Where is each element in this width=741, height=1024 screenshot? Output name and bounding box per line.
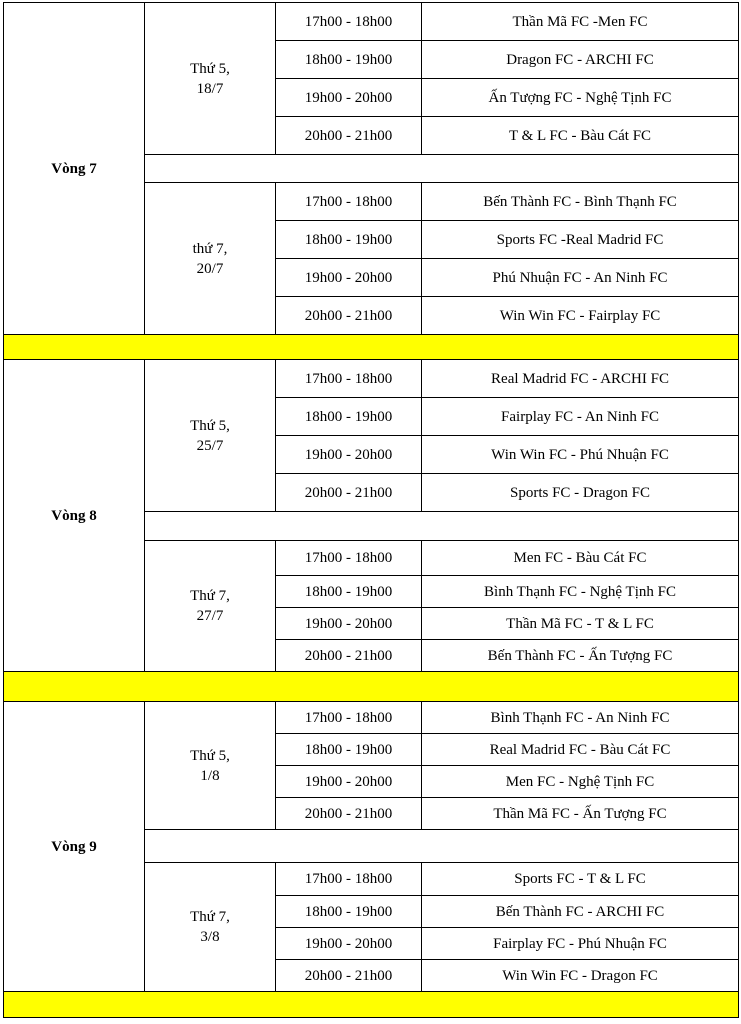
round-separator-row [4, 992, 739, 1018]
match-schedule-table [3, 2, 739, 1018]
day-label: Thứ 7, [190, 588, 230, 604]
time-slot: 17h00 - 18h00 [276, 541, 422, 576]
match-teams: Fairplay FC - Phú Nhuận FC [422, 928, 739, 960]
match-day [145, 183, 276, 335]
match-day [145, 3, 276, 155]
time-slot: 18h00 - 19h00 [276, 896, 422, 928]
yellow-separator [4, 335, 739, 360]
day-label: Thứ 7, [190, 909, 230, 925]
time-slot: 17h00 - 18h00 [276, 702, 422, 734]
match-teams: Win Win FC - Dragon FC [422, 960, 739, 992]
date-label: 18/7 [196, 80, 224, 97]
match-teams: Win Win FC - Fairplay FC [422, 297, 739, 335]
round-separator-row [4, 672, 739, 702]
day-label: thứ 7, [192, 240, 228, 257]
time-slot: 20h00 - 21h00 [276, 640, 422, 672]
match-teams: Bình Thạnh FC - Nghệ Tịnh FC [422, 576, 739, 608]
date-label: 20/7 [196, 260, 224, 277]
date-label: 27/7 [196, 608, 224, 624]
time-slot: 20h00 - 21h00 [276, 960, 422, 992]
blank-separator [145, 830, 739, 863]
time-slot: 17h00 - 18h00 [276, 360, 422, 398]
blank-separator [145, 155, 739, 183]
time-slot: 17h00 - 18h00 [276, 863, 422, 896]
time-slot: 20h00 - 21h00 [276, 117, 422, 155]
time-slot: 20h00 - 21h00 [276, 474, 422, 512]
time-slot: 20h00 - 21h00 [276, 798, 422, 830]
yellow-separator [4, 672, 739, 702]
day-label: Thứ 5, [190, 417, 230, 434]
time-slot: 17h00 - 18h00 [276, 183, 422, 221]
time-slot: 18h00 - 19h00 [276, 576, 422, 608]
time-slot: 19h00 - 20h00 [276, 928, 422, 960]
match-teams: Bến Thành FC - Bình Thạnh FC [422, 183, 739, 221]
match-teams: Fairplay FC - An Ninh FC [422, 398, 739, 436]
match-teams: Bình Thạnh FC - An Ninh FC [422, 702, 739, 734]
match-teams: Ấn Tượng FC - Nghệ Tịnh FC [422, 79, 739, 117]
round-separator-row [4, 335, 739, 360]
date-label: 25/7 [196, 437, 224, 454]
time-slot: 18h00 - 19h00 [276, 398, 422, 436]
table-row [4, 3, 739, 41]
day-label: Thứ 5, [190, 747, 230, 764]
match-teams: Win Win FC - Phú Nhuận FC [422, 436, 739, 474]
round-label: Vòng 8 [4, 360, 145, 672]
match-day [145, 863, 276, 992]
round-label: Vòng 9 [4, 702, 145, 992]
time-slot: 19h00 - 20h00 [276, 259, 422, 297]
match-day [145, 702, 276, 830]
match-day [145, 360, 276, 512]
match-teams: Thần Mã FC - Ấn Tượng FC [422, 798, 739, 830]
time-slot: 18h00 - 19h00 [276, 221, 422, 259]
time-slot: 18h00 - 19h00 [276, 41, 422, 79]
match-teams: Thần Mã FC - T & L FC [422, 608, 739, 640]
match-day [145, 541, 276, 672]
day-label: Thứ 5, [190, 60, 230, 77]
time-slot: 19h00 - 20h00 [276, 436, 422, 474]
match-teams: Sports FC - T & L FC [422, 863, 739, 896]
time-slot: 18h00 - 19h00 [276, 734, 422, 766]
date-label: 3/8 [200, 929, 220, 945]
match-teams: T & L FC - Bàu Cát FC [422, 117, 739, 155]
table-row [4, 702, 739, 734]
time-slot: 19h00 - 20h00 [276, 79, 422, 117]
time-slot: 19h00 - 20h00 [276, 766, 422, 798]
time-slot: 19h00 - 20h00 [276, 608, 422, 640]
match-teams: Phú Nhuận FC - An Ninh FC [422, 259, 739, 297]
match-teams: Bến Thành FC - Ấn Tượng FC [422, 640, 739, 672]
yellow-separator [4, 992, 739, 1018]
date-label: 1/8 [200, 767, 220, 784]
match-teams: Dragon FC - ARCHI FC [422, 41, 739, 79]
match-teams: Men FC - Bàu Cát FC [422, 541, 739, 576]
match-teams: Thần Mã FC -Men FC [422, 3, 739, 41]
match-teams: Sports FC - Dragon FC [422, 474, 739, 512]
match-teams: Sports FC -Real Madrid FC [422, 221, 739, 259]
table-row [4, 360, 739, 398]
match-teams: Men FC - Nghệ Tịnh FC [422, 766, 739, 798]
time-slot: 17h00 - 18h00 [276, 3, 422, 41]
match-teams: Real Madrid FC - Bàu Cát FC [422, 734, 739, 766]
time-slot: 20h00 - 21h00 [276, 297, 422, 335]
blank-separator [145, 512, 739, 541]
match-teams: Real Madrid FC - ARCHI FC [422, 360, 739, 398]
match-teams: Bến Thành FC - ARCHI FC [422, 896, 739, 928]
round-label: Vòng 7 [4, 3, 145, 335]
